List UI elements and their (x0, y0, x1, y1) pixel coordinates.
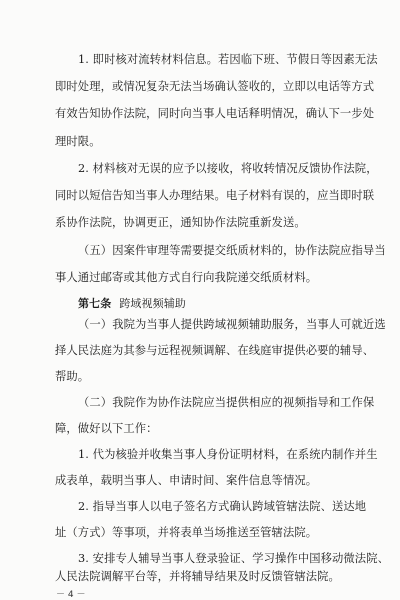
article-number: 第七条 (78, 297, 112, 310)
paragraph-line: （一）我院为当事人提供跨域视频辅助服务，当事人可就近选 (78, 318, 386, 331)
paragraph-line: 系协作法院，协调更正，通知协作法院重新发送。 (55, 216, 306, 229)
paragraph-line: 2. 指导当事人以电子签名方式确认跨域管辖法院、送达地 (78, 500, 367, 513)
paragraph-line: 1. 代为核验并收集当事人身份证明材料，在系统内制作并生 (78, 448, 378, 461)
paragraph-line: 人民法院调解平台等，并将辅导结果及时反馈管辖法院。 (55, 570, 340, 583)
article-heading (78, 293, 346, 314)
paragraph-line: 成表单，载明当事人、申请时间、案件信息等情况。 (55, 474, 318, 487)
paragraph-line: 障，做好以下工作： (55, 422, 158, 435)
paragraph-line: 帮助。 (55, 370, 90, 383)
paragraph-line: （五）因案件审理等需要提交纸质材料的，协作法院应指导当 (78, 244, 386, 257)
paragraph-line: 理时限。 (55, 135, 101, 148)
paragraph-line: 1. 即时核对流转材料信息。若因临下班、节假日等因素无法 (78, 53, 378, 66)
paragraph-line: 同时以短信告知当事人办理结果。电子材料有误的，应当即时联 (55, 189, 375, 202)
paragraph-line: 择人民法庭为其参与远程视频调解、在线庭审提供必要的辅导、 (55, 344, 375, 357)
paragraph-line: 有效告知协作法院，同时向当事人电话释明情况，确认下一步处 (55, 107, 375, 120)
paragraph-line: （二）我院作为协作法院应当提供相应的视频指导和工作保 (78, 396, 375, 409)
paragraph-line: 3. 安排专人辅导当事人登录验证、学习操作中国移动微法院、 (78, 552, 389, 565)
article-title: 跨域视频辅助 (119, 297, 186, 310)
paragraph-line: 2. 材料核对无误的应予以接收，将收转情况反馈协作法院， (78, 162, 378, 175)
paragraph-line: 即时处理，或情况复杂无法当场确认签收的，立即以电话等方式 (55, 80, 375, 93)
page-number: － 4 － (56, 590, 86, 600)
paragraph-line: 事人通过邮寄或其他方式自行向我院递交纸质材料。 (55, 271, 318, 284)
paragraph-line: 址（方式）等事项，并将表单当场推送至管辖法院。 (55, 526, 318, 539)
